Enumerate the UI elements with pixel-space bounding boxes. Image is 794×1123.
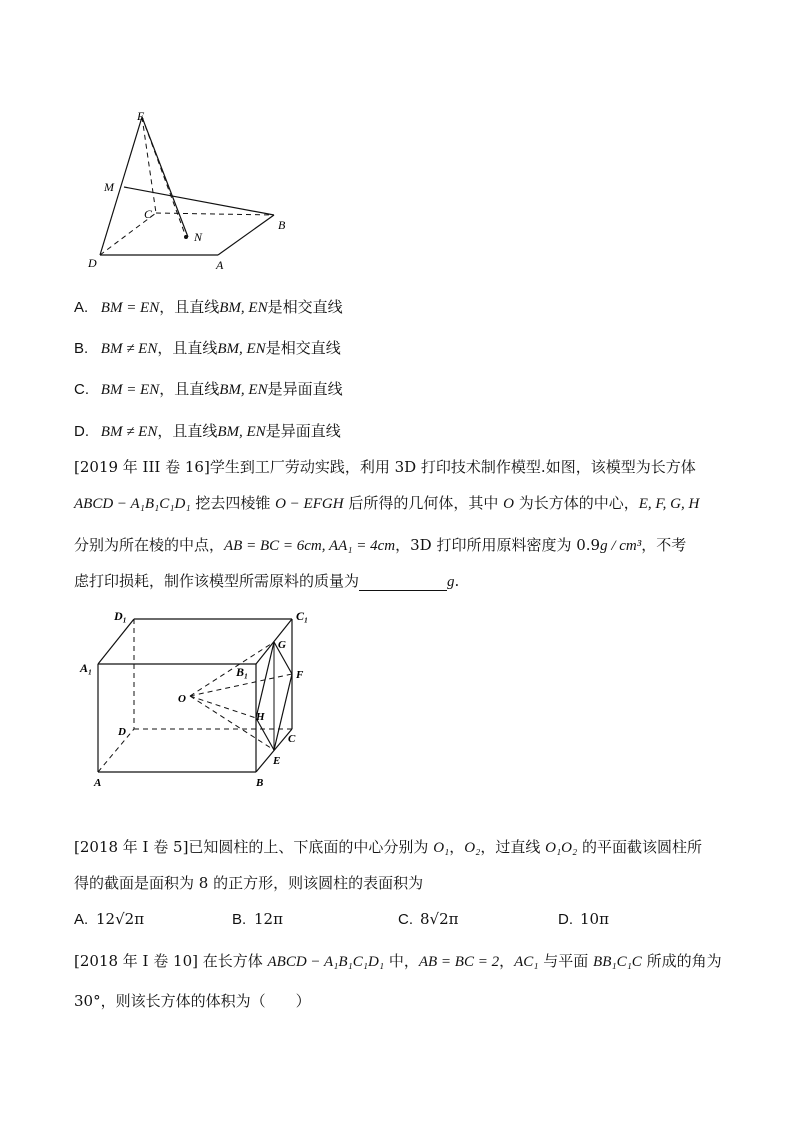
label-F: F: [296, 669, 304, 681]
q5-option-d: D. 10π: [558, 910, 609, 928]
q16-line-3: 分别为所在棱的中点，AB = BC = 6cm, AA₁ = 4cm，3D 打印所用原料密度为 0.9g / cm³，不考: [74, 536, 687, 554]
label-A: A: [216, 258, 224, 272]
figure-2: [78, 604, 328, 794]
q5-option-c: C. 8√2π: [398, 910, 459, 928]
label-A: A: [94, 777, 102, 789]
label-O: O: [178, 693, 186, 705]
label-A1: A₁: [80, 661, 93, 675]
label-B: B: [256, 777, 264, 789]
figure-1: [80, 105, 300, 275]
option-b: B. BM ≠ EN，且直线BM, EN是相交直线: [74, 339, 341, 357]
edge-CB: [156, 213, 274, 215]
answer-blank: [359, 576, 447, 591]
label-D: D: [118, 726, 126, 738]
label-C1: C₁: [296, 609, 309, 623]
label-C: C: [288, 733, 296, 745]
q10-line-1: [2018 年 I 卷 10] 在长方体 ABCD − A₁B₁C₁D₁ 中，AB = BC = 2，AC₁ 与平面 BB₁C₁C 所成的角为: [74, 952, 722, 970]
q16-line-4: 虑打印损耗，制作该模型所需原料的质量为 g.: [74, 572, 460, 590]
point-N: [184, 235, 188, 239]
option-d: D. BM ≠ EN，且直线BM, EN是异面直线: [74, 422, 341, 440]
q5-line-2: 得的截面是面积为 8 的正方形，则该圆柱的表面积为: [74, 874, 424, 892]
label-N: N: [194, 230, 203, 244]
q5-option-b: B. 12π: [232, 910, 283, 928]
q10-line-2: 30°，则该长方体的体积为（ ）: [74, 992, 311, 1010]
q16-line-2: ABCD − A₁B₁C₁D₁ 挖去四棱锥 O − EFGH 后所得的几何体，其中 O 为长方体的中心，E, F, G, H: [74, 494, 700, 512]
label-B1: B₁: [236, 665, 249, 679]
q16-line-1: [2019 年 III 卷 16]学生到工厂劳动实践，利用 3D 打印技术制作模型.如图，该模型为长方体: [74, 458, 696, 476]
label-D1: D₁: [114, 609, 127, 623]
label-E: E: [137, 109, 145, 123]
edge-AB: [218, 215, 274, 255]
label-B: B: [278, 218, 286, 232]
edge-EC: [142, 117, 156, 213]
option-c: C. BM = EN，且直线BM, EN是异面直线: [74, 380, 343, 398]
label-G: G: [278, 639, 286, 651]
label-D: D: [88, 256, 97, 270]
label-M: M: [104, 180, 114, 194]
option-a: A. BM = EN，且直线BM, EN是相交直线: [74, 298, 343, 316]
label-H: H: [256, 711, 265, 723]
label-C: C: [144, 207, 153, 221]
q5-line-1: [2018 年 I 卷 5]已知圆柱的上、下底面的中心分别为 O₁，O₂，过直线 O₁O₂ 的平面截该圆柱所: [74, 838, 703, 856]
q5-option-a: A. 12√2π: [74, 910, 145, 928]
label-E: E: [273, 755, 281, 767]
